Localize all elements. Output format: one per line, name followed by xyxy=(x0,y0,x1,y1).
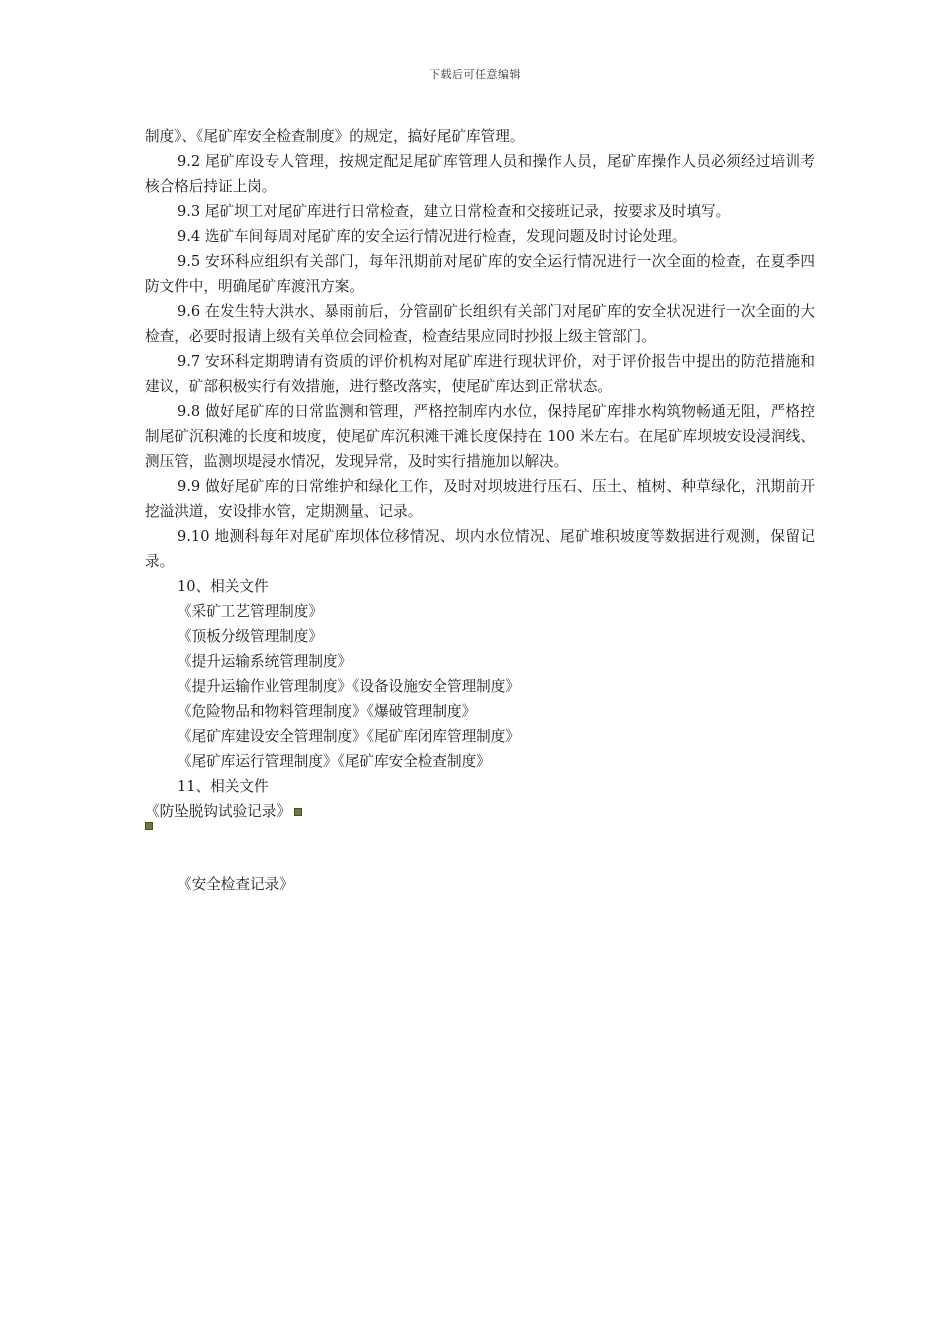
anchor-marker-icon xyxy=(145,822,153,830)
section-10-heading: 10、相关文件 xyxy=(177,578,269,595)
related-doc-item: 《危险物品和物料管理制度》《爆破管理制度》 xyxy=(177,703,477,720)
related-doc-item: 《顶板分级管理制度》 xyxy=(177,628,323,645)
spacer xyxy=(145,832,815,872)
anchor-marker-icon xyxy=(294,808,302,816)
section-11-heading: 11、相关文件 xyxy=(177,778,269,795)
record-item: 《防坠脱钩试验记录》 xyxy=(145,803,291,820)
paragraph-9-5: 9.5 安环科应组织有关部门，每年汛期前对尾矿库的安全运行情况进行一次全面的检查，在夏季四防文件中，明确尾矿库渡汛方案。 xyxy=(145,253,815,295)
related-doc-item: 《采矿工艺管理制度》 xyxy=(177,603,323,620)
document-body xyxy=(145,124,815,897)
related-doc-item: 《提升运输作业管理制度》《设备设施安全管理制度》 xyxy=(177,678,520,695)
paragraph-9-9: 9.9 做好尾矿库的日常维护和绿化工作，及时对坝坡进行压石、压土、植树、种草绿化，汛期前开挖溢洪道，安设排水管，定期测量、记录。 xyxy=(145,478,815,520)
paragraph-9-7: 9.7 安环科定期聘请有资质的评价机构对尾矿库进行现状评价，对于评价报告中提出的防范措施和建议，矿部积极实行有效措施，进行整改落实，使尾矿库达到正常状态。 xyxy=(145,353,815,395)
related-doc-item: 《尾矿库运行管理制度》《尾矿库安全检查制度》 xyxy=(177,753,491,770)
paragraph-continuation: 制度》、《尾矿库安全检查制度》的规定，搞好尾矿库管理。 xyxy=(145,128,525,145)
paragraph-9-10: 9.10 地测科每年对尾矿库坝体位移情况、坝内水位情况、尾矿堆积坡度等数据进行观测，保留记录。 xyxy=(145,528,815,570)
related-doc-item: 《尾矿库建设安全管理制度》《尾矿库闭库管理制度》 xyxy=(177,728,520,745)
paragraph-9-2: 9.2 尾矿库设专人管理，按规定配足尾矿库管理人员和操作人员，尾矿库操作人员必须经过培训考核合格后持证上岗。 xyxy=(145,153,815,195)
related-doc-item: 《提升运输系统管理制度》 xyxy=(177,653,353,670)
paragraph-9-8: 9.8 做好尾矿库的日常监测和管理，严格控制库内水位，保持尾矿库排水构筑物畅通无阻，严格控制尾矿沉积滩的长度和坡度，使尾矿库沉积滩干滩长度保持在 100 米左右。在尾矿库坝坡安设浸润线、测压管，监测坝堤浸水情况，发现异常，及时实行措施加以解决。 xyxy=(145,403,815,470)
record-item: 《安全检查记录》 xyxy=(177,876,294,893)
paragraph-9-6: 9.6 在发生特大洪水、暴雨前后，分管副矿长组织有关部门对尾矿库的安全状况进行一次全面的大检查，必要时报请上级有关单位会同检查，检查结果应同时抄报上级主管部门。 xyxy=(145,303,815,345)
page-header-note: 下载后可任意编辑 xyxy=(429,68,521,81)
paragraph-9-4: 9.4 选矿车间每周对尾矿库的安全运行情况进行检查，发现问题及时讨论处理。 xyxy=(177,228,687,245)
paragraph-9-3: 9.3 尾矿坝工对尾矿库进行日常检查，建立日常检查和交接班记录，按要求及时填写。 xyxy=(177,203,731,220)
